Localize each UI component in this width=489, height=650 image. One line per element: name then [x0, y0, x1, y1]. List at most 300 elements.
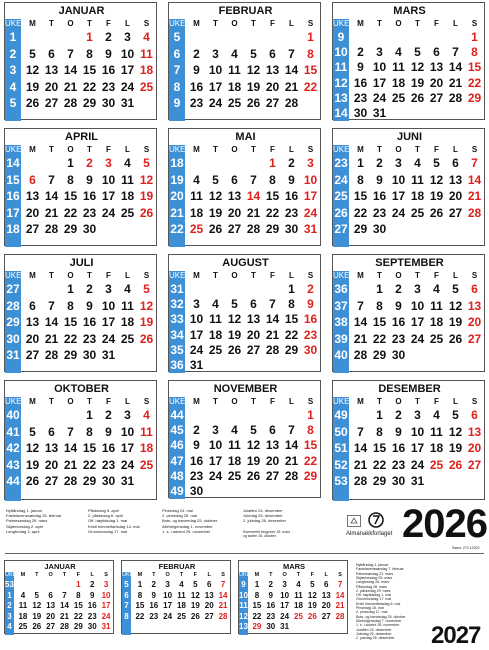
- week-number: 31: [170, 282, 184, 296]
- day-cell: 29: [252, 622, 262, 631]
- day-cell: 2: [288, 156, 295, 170]
- day-cell: 6: [452, 156, 459, 170]
- day-cell: 9: [86, 172, 93, 187]
- month-title: JULI: [69, 257, 94, 269]
- weekday-header: T: [415, 397, 420, 406]
- day-cell: 13: [265, 438, 280, 453]
- day-cell: 7: [452, 45, 459, 60]
- day-cell: 28: [60, 622, 69, 631]
- day-cell: 14: [63, 63, 78, 77]
- day-cell: 26: [307, 611, 317, 621]
- weekday-header: S: [143, 145, 150, 154]
- calendar-page: 2026 Almanakkforlaget Sams: 273 12023 Sommertid begynner 29. mars og slutter 25. oktober Nyttårsdag 1. januar Fastelavenssøndag 15. februar Palmesøndag 29. mars Skjærtorsdag 2. april Langfredag 3. april Påskedag 5. april 2. påskedag 6. april Off. høytidsdag 1. mai Kristi himmelfartsdag 14. mai Grunnlovsdag 17. mai Pinsedag 24. mai 2. pinsedag 25. mai Bots- og bønnedag 25. oktober Allehelgensdag 1. november 1. s. i advent 29. november Julaften 24. desember Juledag 25. desember 2. juledag 26. desember 2027 Nyttårsdag 1. januar Fastelavenssøndag 7. februar Palmesøndag 21. mars Skjærtorsdag 25. mars Langfredag 26. mars Påskedag 28. mars 2. påskedag 29. mars Off. høytidsdag 1. mai Grunnlovsdag 17. mai Kristi himmelfartsdag 6. mai Pinsedag 16. mai 2. pinsedag 17. mai Bots- og bønnedag 25. oktober Allehelgensdag 7. november 1. s. i advent 28. november Julaften 24. desember Juledag 25. desember 2. juledag 26. desember JANUAR UKE M T O T F L S 1 1 2 3 4 2 5 6 7 8 9 10 11 3 12 13 14 15 16 17 18 4 19 20 21 22 23 24 25 5 26 27 28 29 30 31 FEBRUAR UKE M T O T F L S 5 1 6 2 3 4 5 6 7 8 7 9 10 11 12 13 14 15 8 16 17 18 19 20 21 22 9 23 24 25 26 27 28 MARS UKE M T O T F L S 9 1 10 2 3 4 5 6 7 8 11 9 10 11 12 13 14 15 12 16 17 18 19 20 21 22 13 23 24 25 26 27 28 29 14 30 31 APRIL UKE M T O T F L S 14 1 2 3 4 5 15 6 7 8 9 10 11 12 16 13 14 15 16 17 18 19 17 20 21 22 23 24 25 26 18 27 28 29 30 MAI UKE M T O T F L S 18 1 2 3 19 4 5 6 7 8 9 10 20 11 12 13 14 15 16 17 21 18 19 20 21 22 23 24 22 25 26 27 28 29 30 31 JUNI UKE M T O T F L S 23 1 2 3 4 5 6 7 24 8 9 10 11 12 13 14 25 15 16 17 18 19 20 21 26 22 23 24 25 26 27 28 27 29 30 JULI UKE M T O T F L S 27 1 2 3 4 5 28 6 7 8 9 10 11 12 29 13 14 15 16 17 18 19 30 20 21 22 23 24 25 26 31 27 28 29 30 31 AUGUST UKE M T O T F L S 31 1 2 32 3 4 5 6 7 8 9 33 10 11 12 13 14 15 16 34 17 18 19 20 21 22 23 35 24 25 26 27 28 29 30 36 31 SEPTEMBER UKE M T O T F L S 36 1 2 3 4 5 6 37 7 8 9 10 11 12 13 38 14 15 16 17 18 19 20 39 21 22 23 24 25 26 27 40 28 29 30 OKTOBER UKE M T O T F L S 40 1 2 3 4 41 5 6 7 8 9 10 11 42 12 13 14 15 16 17 18 43 19 20 21 22 23 24 25 44 26 27 28 29 30 31 NOVEMBER UKE M T O T F L S 44 1 45 2 3 4 5 6 7 8 46 9 10 11 12 13 14 15 47 16 17 18 19 20 21 22 48 23 24 25 26 27 28 29 49 30 DESEMBER UKE M T O T F L S 49 1 2 3 4 5 6 50 7 8 9 10 11 12 13 51 14 15 16 17 18 19 20 52 21 22 23 24 25 26 27 53 28 29 30 31 JANUAR UKE M T O T F L S 53 1 2 3 1 4 5 6 7 8 9 10 2 11 12 13 14 15 16 17 3 18 19 20 21 22 23 24 4 25 26 27 28 29 30 31 FEBRUAR UKE M T O T F L S 5 1 2 3 4 5 6 7 6 8 9 10 11 12 13 14 7 15 16 17 18 19 20 21 8 22 23 24 25 26 27 28 MARS UKE M T O T F L S 9 1 2 3 4 5 6 7 10 8 9 10 11 12 13 14 11 15 16 17 18 19 20 21 12 22 23 24 25 26 27 28 13 29 30 31: [0, 0, 489, 650]
- day-cell: 3: [395, 156, 402, 170]
- day-cell: 18: [410, 189, 425, 203]
- day-cell: 6: [206, 580, 212, 589]
- week-number: 24: [334, 172, 348, 187]
- weekday-header: M: [357, 19, 364, 28]
- day-cell: 22: [252, 611, 262, 621]
- weekday-header: M: [29, 145, 36, 154]
- day-cell: 13: [467, 424, 482, 439]
- day-cell: 18: [429, 441, 444, 455]
- day-cell: 20: [227, 205, 242, 220]
- day-cell: 15: [372, 441, 387, 455]
- day-cell: 15: [82, 63, 97, 77]
- day-cell: 6: [250, 297, 257, 312]
- day-cell: 17: [101, 189, 116, 203]
- day-cell: 8: [307, 423, 314, 438]
- weekday-header: T: [251, 271, 256, 280]
- day-cell: 13: [321, 590, 331, 600]
- day-cell: 23: [353, 90, 368, 105]
- day-cell: 2: [395, 282, 402, 296]
- weekday-header: S: [221, 572, 225, 578]
- week-number: 12: [239, 611, 248, 621]
- holiday-entry: 2. påskedag 29. mars: [356, 588, 391, 593]
- day-cell: 11: [140, 46, 153, 61]
- month-title: JANUAR: [58, 5, 105, 17]
- day-cell: 19: [410, 75, 425, 90]
- week-number: 45: [170, 423, 184, 438]
- day-cell: 9: [395, 298, 402, 313]
- week-number: 20: [170, 189, 184, 203]
- day-cell: 5: [250, 46, 257, 61]
- day-cell: 7: [67, 46, 74, 61]
- day-cell: 21: [265, 327, 280, 342]
- holiday-entry: Skjærtorsdag 2. april: [6, 523, 43, 529]
- day-cell: 28: [265, 342, 280, 357]
- day-cell: 20: [265, 453, 280, 468]
- day-cell: 20: [25, 331, 40, 346]
- day-cell: 6: [269, 423, 276, 438]
- day-cell: 11: [411, 172, 424, 187]
- day-cell: 27: [227, 222, 242, 236]
- day-cell: 6: [29, 172, 36, 187]
- week-number: 26: [334, 205, 348, 220]
- day-cell: 5: [29, 424, 36, 439]
- day-cell: 29: [82, 96, 97, 110]
- day-cell: 8: [269, 172, 276, 187]
- weekday-header: T: [269, 572, 273, 578]
- day-cell: 7: [337, 580, 343, 589]
- day-cell: 17: [208, 453, 223, 468]
- day-cell: 1: [269, 156, 276, 170]
- day-cell: 4: [193, 172, 200, 187]
- holiday-entry: 1. s. i advent 29. november: [162, 528, 211, 534]
- weekday-header: M: [29, 397, 36, 406]
- day-cell: 25: [410, 205, 425, 220]
- week-number: 31: [6, 348, 20, 362]
- day-cell: 26: [429, 205, 444, 220]
- week-number: 44: [6, 474, 20, 488]
- day-cell: 27: [467, 331, 482, 346]
- holiday-entry: Kristi himmelfartsdag 14. mai: [88, 523, 140, 529]
- day-cell: 23: [391, 331, 406, 346]
- holiday-entry: 2. juledag 26. desember: [356, 636, 395, 641]
- weekday-header: M: [357, 397, 364, 406]
- day-cell: 17: [303, 189, 318, 203]
- day-cell: 23: [101, 457, 116, 472]
- day-cell: 17: [410, 315, 425, 329]
- holiday-entry: Påskedag 5. april: [88, 508, 119, 513]
- weekday-header: L: [289, 271, 294, 280]
- day-cell: 21: [353, 331, 368, 346]
- day-cell: 29: [265, 222, 280, 236]
- weekday-header: S: [338, 572, 342, 578]
- weekday-header: M: [357, 145, 364, 154]
- week-header-label: UKE: [333, 19, 350, 28]
- week-number: 27: [334, 222, 348, 236]
- day-cell: 23: [266, 611, 276, 621]
- day-cell: 4: [433, 282, 440, 296]
- day-cell: 2: [86, 156, 93, 170]
- day-cell: 1: [471, 30, 478, 44]
- holiday-entry: Langfredag 3. april: [6, 528, 40, 534]
- week-number: 53: [5, 580, 14, 589]
- day-cell: 21: [353, 457, 368, 472]
- week-number: 12: [334, 75, 348, 90]
- day-cell: 26: [246, 468, 261, 483]
- weekday-header: L: [453, 397, 458, 406]
- week-number: 38: [334, 315, 348, 329]
- week-number: 8: [173, 79, 181, 94]
- month-oktober-2026: [4, 380, 157, 500]
- weekday-header: T: [213, 19, 218, 28]
- day-cell: 10: [120, 46, 135, 61]
- week-number: 35: [170, 342, 184, 357]
- month-title: NOVEMBER: [213, 383, 278, 395]
- week-number: 7: [124, 601, 129, 610]
- month-mars-2026: [332, 2, 485, 120]
- day-cell: 31: [120, 96, 135, 110]
- day-cell: 23: [284, 205, 299, 220]
- week-header-label: UKE: [169, 19, 186, 28]
- day-cell: 31: [189, 358, 204, 372]
- day-cell: 30: [353, 106, 368, 120]
- weekday-header: T: [251, 397, 256, 406]
- day-cell: 10: [391, 172, 406, 187]
- day-cell: 12: [208, 189, 223, 203]
- week-number: 49: [170, 484, 184, 498]
- day-cell: 19: [448, 441, 463, 455]
- day-cell: 20: [246, 327, 261, 342]
- day-cell: 28: [353, 348, 368, 362]
- day-cell: 17: [410, 441, 425, 455]
- day-cell: 18: [177, 601, 186, 610]
- day-cell: 30: [87, 622, 97, 631]
- holiday-entry: Bots- og bønnedag 25. oktober: [162, 518, 218, 524]
- month-title: JANUAR: [44, 562, 76, 571]
- day-cell: 15: [467, 60, 482, 75]
- day-cell: 7: [48, 172, 55, 187]
- day-cell: 10: [208, 63, 223, 77]
- day-cell: 3: [165, 580, 170, 589]
- week-number: 7: [173, 63, 181, 77]
- day-cell: 21: [44, 331, 59, 346]
- day-cell: 22: [82, 79, 97, 94]
- day-cell: 10: [208, 438, 223, 453]
- day-cell: 7: [48, 298, 55, 313]
- holiday-entry: 1. s. i advent 28. november: [356, 623, 400, 628]
- day-cell: 30: [391, 348, 406, 362]
- day-cell: 18: [189, 205, 204, 220]
- day-cell: 13: [25, 315, 40, 329]
- day-cell: 1: [288, 282, 295, 296]
- week-number: 28: [6, 298, 20, 313]
- day-cell: 6: [471, 408, 478, 422]
- weekday-header: T: [377, 19, 382, 28]
- day-cell: 11: [294, 590, 303, 600]
- day-cell: 24: [101, 611, 111, 621]
- weekday-header: T: [251, 145, 256, 154]
- day-cell: 5: [193, 580, 198, 589]
- day-cell: 7: [471, 156, 478, 170]
- recycle-icon: [347, 514, 361, 532]
- weekday-header: F: [434, 397, 439, 406]
- day-cell: 23: [82, 205, 97, 220]
- day-cell: 11: [177, 590, 186, 600]
- day-cell: 3: [282, 580, 287, 589]
- day-cell: 28: [63, 96, 78, 110]
- day-cell: 30: [82, 348, 97, 362]
- day-cell: 16: [87, 601, 97, 610]
- day-cell: 2: [395, 408, 402, 422]
- weekday-header: T: [213, 271, 218, 280]
- month-title: JUNI: [396, 131, 423, 143]
- day-cell: 21: [448, 75, 463, 90]
- weekday-header: L: [207, 572, 211, 578]
- day-cell: 19: [25, 457, 40, 472]
- week-number: 10: [239, 590, 248, 600]
- weekday-header: L: [90, 572, 94, 578]
- weekday-header: F: [270, 271, 275, 280]
- day-cell: 10: [303, 172, 318, 187]
- holiday-entry: Palmesøndag 29. mars: [6, 518, 48, 524]
- day-cell: 15: [372, 315, 387, 329]
- day-cell: 12: [139, 298, 154, 313]
- weekday-header: M: [137, 572, 143, 578]
- weekday-header: T: [87, 397, 92, 406]
- day-cell: 2: [193, 46, 200, 61]
- day-cell: 14: [63, 441, 78, 455]
- day-cell: 24: [391, 205, 406, 220]
- week-number: 36: [334, 282, 348, 296]
- week-number: 39: [334, 331, 348, 346]
- day-cell: 28: [335, 611, 345, 621]
- day-cell: 2: [151, 580, 156, 589]
- day-cell: 26: [190, 611, 200, 621]
- weekday-header: T: [49, 145, 54, 154]
- day-cell: 3: [414, 282, 421, 296]
- day-cell: 16: [391, 441, 406, 455]
- holiday-entry: Fastelavenssøndag 15. februar: [6, 513, 62, 519]
- day-cell: 30: [82, 222, 97, 236]
- day-cell: 20: [204, 601, 214, 610]
- day-cell: 14: [284, 438, 299, 453]
- day-cell: 18: [18, 611, 28, 621]
- weekday-header: F: [76, 572, 81, 578]
- month-title: DESEMBER: [378, 383, 441, 395]
- holiday-entry: Julaften 24. desember: [356, 627, 392, 632]
- weekday-header: F: [310, 572, 315, 578]
- day-cell: 17: [280, 601, 290, 610]
- day-cell: 5: [34, 590, 39, 600]
- day-cell: 13: [25, 189, 40, 203]
- day-cell: 5: [310, 580, 315, 589]
- day-cell: 28: [448, 90, 463, 105]
- week-header-label: UKE: [5, 572, 17, 578]
- week-header-label: UKE: [122, 572, 134, 578]
- day-cell: 9: [86, 298, 93, 313]
- day-cell: 16: [189, 79, 204, 94]
- day-cell: 4: [414, 156, 421, 170]
- day-cell: 6: [48, 46, 55, 61]
- weekday-header: S: [143, 397, 150, 406]
- day-cell: 12: [246, 438, 261, 453]
- day-cell: 31: [101, 622, 111, 631]
- holiday-entry: 2. juledag 26. desember: [243, 518, 286, 524]
- weekday-header: L: [289, 145, 294, 154]
- week-header-label: UKE: [169, 397, 186, 406]
- week-header-label: UKE: [5, 145, 22, 154]
- day-cell: 19: [190, 601, 200, 610]
- weekday-header: O: [165, 572, 170, 578]
- day-cell: 17: [372, 75, 387, 90]
- weekday-header: M: [29, 271, 36, 280]
- day-cell: 17: [163, 601, 173, 610]
- day-cell: 22: [63, 331, 78, 346]
- week-number: 9: [337, 30, 345, 44]
- holiday-entry: Nyttårsdag 1. januar: [356, 563, 389, 567]
- day-cell: 20: [321, 601, 331, 610]
- day-cell: 9: [89, 590, 95, 600]
- day-cell: 6: [231, 172, 238, 187]
- weekday-header: T: [377, 397, 382, 406]
- day-cell: 20: [44, 79, 59, 94]
- weekday-header: F: [434, 271, 439, 280]
- week-number: 18: [6, 222, 20, 236]
- day-cell: 15: [252, 601, 262, 610]
- week-number: 3: [9, 63, 17, 77]
- day-cell: 14: [467, 172, 482, 187]
- month-juli-2026: [4, 254, 157, 372]
- week-number: 53: [334, 474, 348, 488]
- weekday-header: L: [125, 145, 130, 154]
- weekday-header: S: [307, 271, 314, 280]
- day-cell: 16: [266, 601, 276, 610]
- week-number: 50: [334, 424, 348, 439]
- day-cell: 6: [433, 45, 440, 60]
- week-number: 49: [334, 408, 348, 422]
- weekday-header: S: [307, 145, 314, 154]
- day-cell: 11: [430, 298, 443, 313]
- day-cell: 8: [357, 172, 364, 187]
- day-cell: 4: [179, 580, 184, 589]
- day-cell: 16: [303, 312, 318, 327]
- day-cell: 15: [82, 441, 97, 455]
- weekday-header: T: [415, 19, 420, 28]
- day-cell: 1: [307, 408, 314, 422]
- day-cell: 29: [73, 622, 83, 631]
- day-cell: 26: [410, 90, 425, 105]
- week-number: 5: [9, 96, 17, 110]
- day-cell: 29: [303, 468, 318, 483]
- day-cell: 29: [82, 474, 97, 488]
- weekday-header: T: [296, 572, 301, 578]
- holiday-entry: 2. påskedag 6. april: [88, 513, 123, 519]
- day-cell: 4: [143, 30, 150, 44]
- day-cell: 25: [189, 222, 204, 236]
- day-cell: 23: [189, 96, 204, 110]
- holiday-entry: Nyttårsdag 1. januar: [6, 508, 43, 513]
- day-cell: 15: [63, 189, 78, 203]
- day-cell: 19: [32, 611, 42, 621]
- week-number: 13: [334, 90, 348, 105]
- month-februar-2027: [121, 560, 231, 634]
- month-title: MARS: [282, 562, 306, 571]
- day-cell: 4: [212, 297, 219, 312]
- weekday-header: O: [231, 145, 238, 154]
- day-cell: 3: [105, 282, 112, 296]
- day-cell: 21: [44, 205, 59, 220]
- day-cell: 4: [20, 590, 26, 600]
- day-cell: 24: [189, 342, 204, 357]
- day-cell: 15: [353, 189, 368, 203]
- holiday-entry: Bots- og bønnedag 25. oktober: [356, 614, 406, 619]
- day-cell: 13: [448, 172, 463, 187]
- day-cell: 25: [139, 457, 154, 472]
- day-cell: 4: [395, 45, 402, 60]
- day-cell: 11: [140, 424, 153, 439]
- publisher-name: Almanakkforlaget: [346, 531, 393, 537]
- day-cell: 9: [307, 297, 314, 312]
- month-mars-2027: [238, 560, 348, 634]
- day-cell: 9: [193, 438, 200, 453]
- day-cell: 14: [448, 60, 463, 75]
- day-cell: 4: [231, 46, 238, 61]
- weekday-header: F: [434, 19, 439, 28]
- month-januar-2026: [4, 2, 157, 120]
- day-cell: 20: [467, 441, 482, 455]
- day-cell: 15: [265, 189, 280, 203]
- month-title: OKTOBER: [54, 383, 109, 395]
- day-cell: 10: [120, 424, 135, 439]
- day-cell: 5: [29, 46, 36, 61]
- day-cell: 7: [67, 424, 74, 439]
- month-title: MAI: [235, 131, 256, 143]
- day-cell: 20: [467, 315, 482, 329]
- day-cell: 14: [218, 590, 228, 600]
- day-cell: 7: [288, 423, 295, 438]
- day-cell: 10: [163, 590, 173, 600]
- day-cell: 27: [204, 611, 214, 621]
- day-cell: 19: [429, 189, 444, 203]
- day-cell: 3: [307, 156, 314, 170]
- month-juni-2026: [332, 128, 485, 246]
- weekday-header: S: [471, 145, 478, 154]
- day-cell: 1: [76, 580, 81, 589]
- weekday-header: T: [87, 145, 92, 154]
- weekday-header: O: [67, 397, 74, 406]
- day-cell: 26: [246, 96, 261, 110]
- day-cell: 3: [414, 408, 421, 422]
- day-cell: 23: [391, 457, 406, 472]
- day-cell: 1: [137, 580, 143, 589]
- day-cell: 1: [357, 156, 364, 170]
- week-number: 23: [334, 156, 348, 170]
- week-number: 42: [6, 441, 20, 455]
- weekday-header: O: [67, 145, 74, 154]
